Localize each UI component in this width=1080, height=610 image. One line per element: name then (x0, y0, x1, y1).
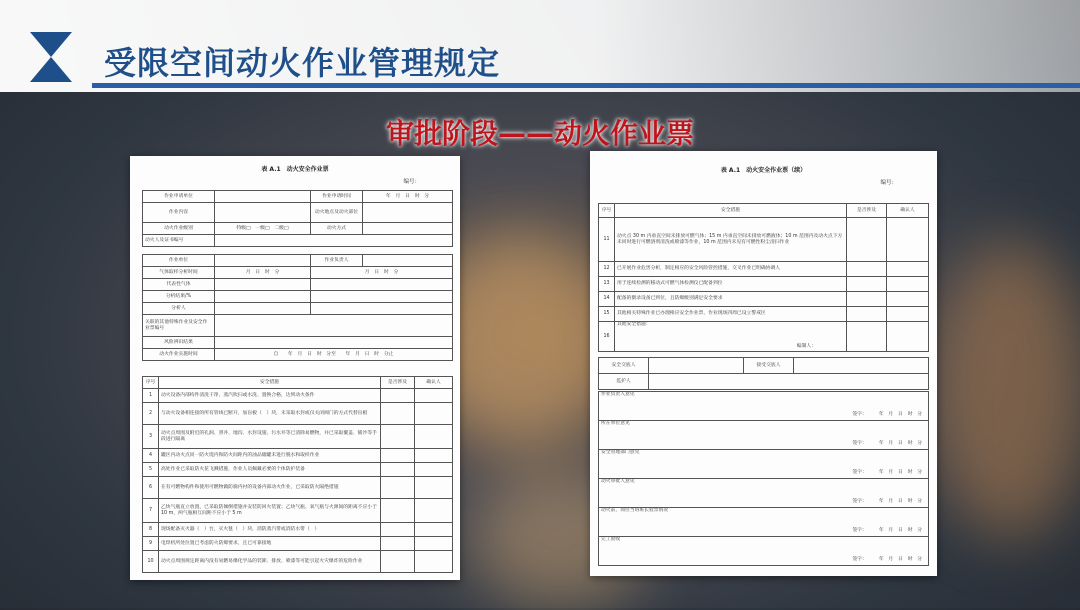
table-row (599, 262, 929, 277)
title-underline (92, 83, 1080, 88)
location-value[interactable] (363, 203, 453, 223)
impl-time-value: 自 年 月 日 时 分至 年 月 日 时 分止 (215, 349, 453, 361)
guardian-value[interactable] (649, 374, 929, 390)
involved-header: 是否涉及 (847, 204, 887, 218)
gas-rep-value-1[interactable] (215, 279, 311, 291)
table-row (599, 292, 929, 307)
involved-cell[interactable] (847, 277, 887, 292)
hot-work-permit-form (130, 156, 460, 580)
involved-cell[interactable] (381, 425, 415, 449)
compiler-label: 编制人： (796, 344, 816, 350)
measure-text: 电焊机所处位置已考虑防火防爆要求，且已可靠接地 (159, 537, 381, 551)
background-glow-right (930, 240, 1080, 540)
measure-text: 动火点 30 m 内垂直空间未排放可燃气体；15 m 内垂直空间未排放可燃液体；10 m 范围内及动火点下方未同时进行可燃溶剂清洗或喷漆等作业，10 m 范围内未见有可燃性粉尘清扫作业 (615, 218, 847, 262)
apply-time-label: 作业申请时间 (311, 191, 363, 203)
slide-header (0, 0, 1080, 92)
method-label: 动火方式 (311, 223, 363, 235)
apply-unit-label: 作业申请单位 (143, 191, 215, 203)
safety-measures-table-continued (598, 203, 929, 352)
apply-unit-value[interactable] (215, 191, 311, 203)
table-row (143, 403, 453, 425)
involved-cell[interactable] (847, 307, 887, 322)
measure-text: 配备的摄录设备已到位，且防爆级别满足安全要求 (615, 292, 847, 307)
related-label: 关联的其他特殊作业及安全作业票编号 (143, 315, 215, 337)
table-row (599, 322, 929, 352)
measure-no: 10 (143, 551, 159, 573)
opinion-sign: 签字： 年 月 日 时 分 (852, 441, 922, 447)
content-label: 作业内容 (143, 203, 215, 223)
person-value[interactable] (215, 235, 453, 247)
work-unit-label: 作业单位 (143, 255, 215, 267)
measure-text: 在有可燃物构件和使用可燃物做防腐内衬的设备内部动火作业，已采取防火隔绝措施 (159, 477, 381, 499)
involved-cell[interactable] (847, 292, 887, 307)
measure-text: 已开展作业危害分析，制定相应的安全风险管控措施，交叉作业已明确协调人 (615, 262, 847, 277)
measure-text: 用于连续检测的移动式可燃气体检测仪已配备到位 (615, 277, 847, 292)
gas-result-value-1[interactable] (215, 291, 311, 303)
form-title: 表 A.1 动火安全作业票（续） (720, 167, 807, 174)
content-value[interactable] (215, 203, 311, 223)
confirmer-cell[interactable] (415, 477, 453, 499)
confirmer-cell[interactable] (415, 389, 453, 403)
page-title: 受限空间动火作业管理规定 (104, 44, 501, 82)
confirmer-cell[interactable] (415, 425, 453, 449)
confirmer-cell[interactable] (415, 449, 453, 463)
table-row (143, 389, 453, 403)
confirmer-cell[interactable] (415, 403, 453, 425)
involved-cell[interactable] (381, 463, 415, 477)
table-row (143, 523, 453, 537)
level-options[interactable]: 特级□ 一级□ 二级□ (215, 223, 311, 235)
involved-header: 是否涉及 (381, 377, 415, 389)
table-row (143, 477, 453, 499)
table-row (143, 463, 453, 477)
opinion-label: 完工验收 (601, 537, 621, 542)
safety-confirm-value[interactable] (649, 358, 744, 374)
confirmer-cell[interactable] (415, 537, 453, 551)
related-value[interactable] (215, 315, 453, 337)
analyst-value-1[interactable] (215, 303, 311, 315)
gas-rep-label: 代表性气体 (143, 279, 215, 291)
confirmer-cell[interactable] (415, 499, 453, 523)
guardian-label: 监护人 (599, 374, 649, 390)
table-row (143, 499, 453, 523)
measure-no: 3 (143, 425, 159, 449)
confirmer-cell[interactable] (887, 322, 929, 352)
opinion-sign: 签字： 年 月 日 时 分 (852, 499, 922, 505)
involved-cell[interactable] (381, 449, 415, 463)
confirmer-cell[interactable] (887, 262, 929, 277)
gas-rep-value-2[interactable] (311, 279, 453, 291)
safety-confirm-label: 安全交底人 (599, 358, 649, 374)
measure-header: 安全措施 (615, 204, 847, 218)
measure-no: 2 (143, 403, 159, 425)
measure-text: 动火点周围规定距离内没有易燃易爆化学品的装卸、排放、喷漆等可能引起火灾爆炸的危险作业 (159, 551, 381, 573)
measure-no: 5 (143, 463, 159, 477)
measure-text: 罐区内动火点同一防火堤内和防火间距内的油品储罐未进行脱水和取样作业 (159, 449, 381, 463)
involved-cell[interactable] (381, 499, 415, 523)
apply-time-value: 年 月 日 时 分 (363, 191, 453, 203)
hot-work-permit-form-continued (590, 151, 937, 576)
opinion-row (599, 537, 929, 566)
involved-cell[interactable] (847, 322, 887, 352)
table-row (143, 551, 453, 573)
measure-text: 高处作业已采取防火花飞溅措施，作业人员佩戴必要的个体防护装备 (159, 463, 381, 477)
measure-text: 动火点周围及附近的孔洞、窨井、地沟、水封设施、污水井等已清除易燃物，并已采取覆盖、铺沙等手段进行隔离 (159, 425, 381, 449)
involved-cell[interactable] (381, 551, 415, 573)
measure-no: 4 (143, 449, 159, 463)
gas-time-value-2: 月 日 时 分 (311, 267, 453, 279)
table-row (599, 307, 929, 322)
opinion-label: 动火审批人意见 (601, 479, 635, 484)
opinion-sign: 签字： 年 月 日 时 分 (852, 528, 922, 534)
involved-cell[interactable] (381, 537, 415, 551)
table-row (143, 449, 453, 463)
level-label: 动火作业级别 (143, 223, 215, 235)
opinion-sign: 签字： 年 月 日 时 分 (852, 557, 922, 563)
opinion-row (599, 479, 929, 508)
hourglass-logo-icon (28, 30, 74, 84)
measure-no: 14 (599, 292, 615, 307)
involved-cell[interactable] (847, 218, 887, 262)
seq-header: 序号 (143, 377, 159, 389)
measure-no: 7 (143, 499, 159, 523)
gas-time-label: 气体取样分析时间 (143, 267, 215, 279)
measure-no: 8 (143, 523, 159, 537)
measure-no: 11 (599, 218, 615, 262)
risk-label: 风险辨识结果 (143, 337, 215, 349)
opinion-label: 动火前，岗位当班班长验票情况 (601, 508, 669, 513)
work-unit-value[interactable] (215, 255, 311, 267)
opinion-row (599, 392, 929, 421)
receiver-label: 接受交底人 (744, 358, 794, 374)
form-title: 表 A.1 动火安全作业票 (261, 166, 329, 173)
measure-no: 15 (599, 307, 615, 322)
measure-header: 安全措施 (159, 377, 381, 389)
confirmer-cell[interactable] (415, 463, 453, 477)
seq-header: 序号 (599, 204, 615, 218)
involved-cell[interactable] (847, 262, 887, 277)
measure-text: 动火设备内部构件清洗干净，蒸汽吹扫或水洗、置换合格，达到动火条件 (159, 389, 381, 403)
location-label: 动火地点及动火部位 (311, 203, 363, 223)
confirmer-header: 确认人 (415, 377, 453, 389)
opinion-label: 所在单位意见 (601, 421, 630, 426)
work-leader-value[interactable] (363, 255, 453, 267)
safety-measures-table (142, 376, 453, 573)
opinion-row (599, 421, 929, 450)
involved-cell[interactable] (381, 523, 415, 537)
method-value[interactable] (363, 223, 453, 235)
gas-analysis-table (142, 254, 453, 361)
analyst-value-2[interactable] (311, 303, 453, 315)
measure-no: 12 (599, 262, 615, 277)
measure-text: 现场配备灭火器（ ）台，灭火毯（ ）块，消防蒸汽带或消防水带（ ） (159, 523, 381, 537)
opinion-sign: 签字： 年 月 日 时 分 (852, 470, 922, 476)
involved-cell[interactable] (381, 477, 415, 499)
measure-text: 其他安全措施： (617, 322, 651, 327)
confirmer-header: 确认人 (887, 204, 929, 218)
table-row (599, 218, 929, 262)
confirmer-cell[interactable] (887, 307, 929, 322)
measure-text: 与动火设备相连接的所有管线已断开，加盲板（ ）块，未采取水封或仅关闭阀门的方式代替盲板 (159, 403, 381, 425)
table-row (143, 425, 453, 449)
measure-text: 其他相关特殊作业已办理相应安全作业票，作业现场四周已设立警戒区 (615, 307, 847, 322)
table-row (599, 277, 929, 292)
measure-text: 乙炔气瓶直立放置，已采取防倾倒措施并安装防回火装置；乙炔气瓶、氧气瓶与火源间的距离不应小于 10 m，两气瓶相互间距不应小于 5 m (159, 499, 381, 523)
measure-no: 16 (599, 322, 615, 352)
approval-opinions-table (598, 391, 929, 566)
form-number-label: 编号： (880, 180, 897, 186)
confirmer-cell[interactable] (887, 277, 929, 292)
form-header-table (142, 190, 453, 247)
opinion-label: 安全管理部门意见 (601, 450, 640, 455)
measure-no: 9 (143, 537, 159, 551)
table-row (143, 537, 453, 551)
measure-no: 13 (599, 277, 615, 292)
involved-cell[interactable] (381, 389, 415, 403)
gas-result-label: 分析结果/% (143, 291, 215, 303)
opinion-label: 作业负责人意见 (601, 392, 635, 397)
confirmer-cell[interactable] (887, 218, 929, 262)
confirmer-cell[interactable] (887, 292, 929, 307)
person-label: 动火人及证书编号 (143, 235, 215, 247)
handover-table (598, 357, 929, 390)
opinion-row (599, 508, 929, 537)
involved-cell[interactable] (381, 403, 415, 425)
section-subtitle: 审批阶段——动火作业票 (385, 117, 694, 150)
confirmer-cell[interactable] (415, 523, 453, 537)
opinion-row (599, 450, 929, 479)
gas-result-value-2[interactable] (311, 291, 453, 303)
measure-no: 1 (143, 389, 159, 403)
receiver-value[interactable] (794, 358, 929, 374)
impl-time-label: 动火作业实施时间 (143, 349, 215, 361)
confirmer-cell[interactable] (415, 551, 453, 573)
measure-no: 6 (143, 477, 159, 499)
analyst-label: 分析人 (143, 303, 215, 315)
work-leader-label: 作业负责人 (311, 255, 363, 267)
risk-value[interactable] (215, 337, 453, 349)
form-number-label: 编号： (403, 179, 420, 185)
gas-time-value-1: 月 日 时 分 (215, 267, 311, 279)
opinion-sign: 签字： 年 月 日 时 分 (852, 412, 922, 418)
